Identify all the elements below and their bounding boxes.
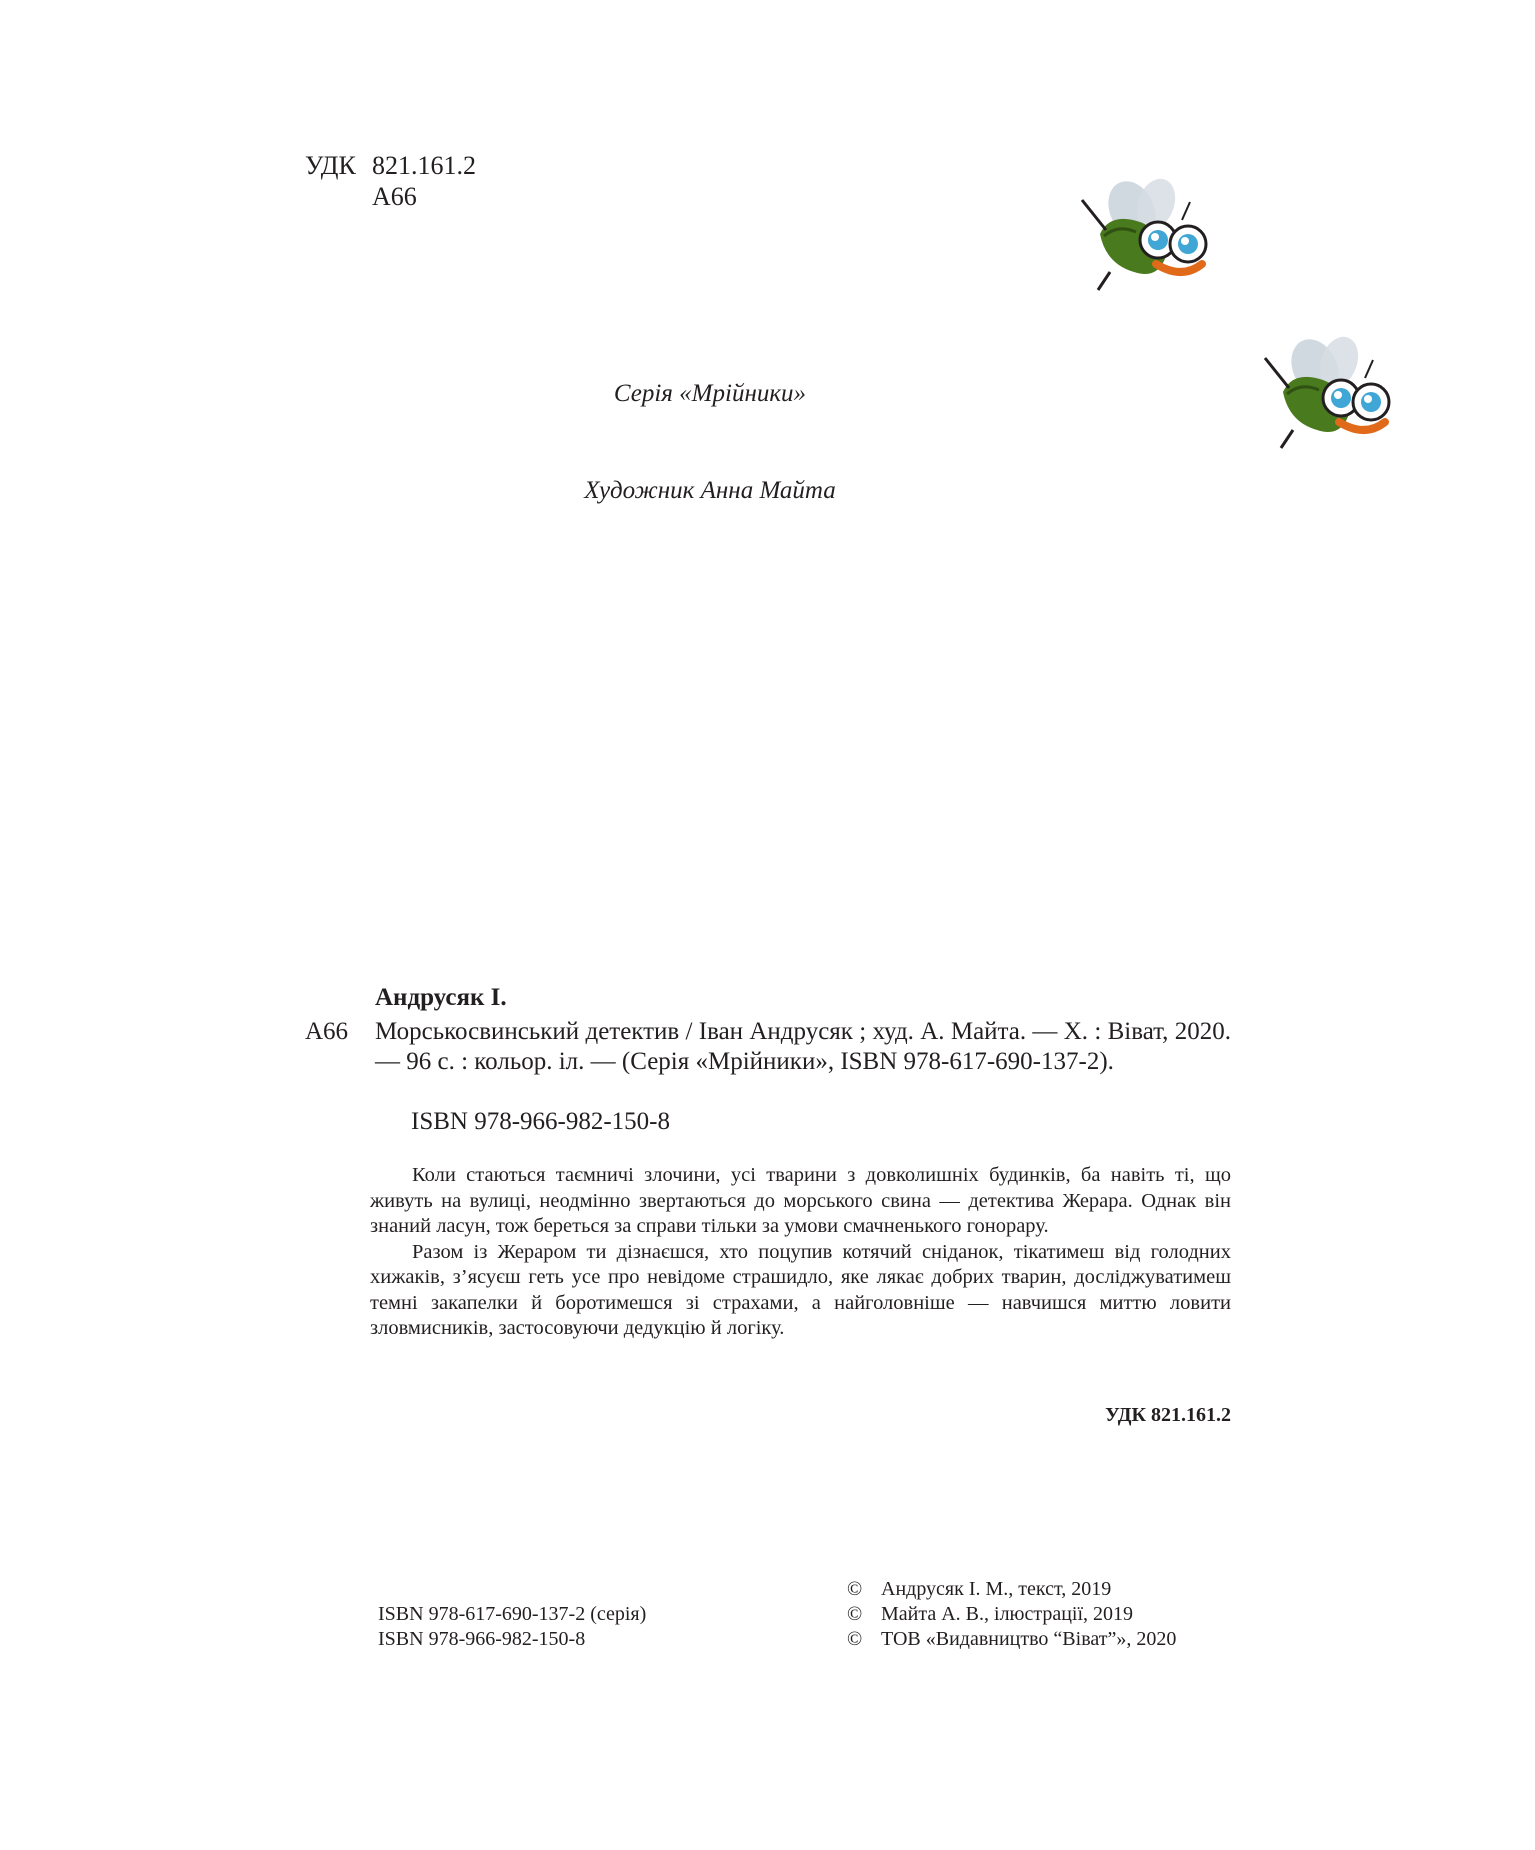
copyright-text: Майта А. В., ілюстрації, 2019 (881, 1603, 1134, 1625)
illustrator-line: Художник Анна Майта (584, 477, 836, 504)
fly-icon (1082, 173, 1206, 290)
author-mark: А66 (372, 182, 417, 211)
isbn-series: ISBN 978-617-690-137-2 (серія) (378, 1603, 647, 1625)
copyright-line (847, 1627, 1176, 1652)
udk-label: УДК (305, 151, 356, 180)
isbn-book: ISBN 978-966-982-150-8 (378, 1628, 586, 1650)
series-line: Серія «Мрійники» (613, 380, 807, 407)
author-heading: Андрусяк І. (375, 984, 507, 1011)
bib-description: Морськосвинський детектив / Іван Андрусяк ; худ. А. Майта. — Х. : Віват, 2020. — 96 с. : кольор. іл. — (Серія «Мрійники», ISBN 978-617-690-137-2). (375, 1018, 1231, 1075)
bib-isbn: ISBN 978-966-982-150-8 (411, 1108, 671, 1135)
annotation-paragraph: Коли стаються таємничі злочини, усі тварини з довколишніх будинків, ба навіть ті, що живуть на вулиці, неодмінно звертаються до морського свина — детектива Жерара. Однак він знаний ласун, тож береться за справи тільки за умови смачненького гонорару. (370, 1164, 1231, 1237)
bib-author-mark: А66 (305, 1018, 349, 1045)
copyright-text: ТОВ «Видавництво “Віват”», 2020 (881, 1628, 1177, 1650)
udk-classification (305, 150, 476, 212)
copyright-text: Андрусяк І. М., текст, 2019 (881, 1578, 1112, 1600)
copyright-line (847, 1577, 1176, 1602)
copyright-icon: © (847, 1603, 863, 1625)
isbn-block (378, 1602, 646, 1652)
udk-code: 821.161.2 (372, 151, 476, 180)
copyright-block (847, 1577, 1176, 1652)
copyright-icon: © (847, 1628, 863, 1650)
copyright-line (847, 1602, 1176, 1627)
copyright-icon: © (847, 1578, 863, 1600)
udk-bottom: УДК 821.161.2 (1105, 1404, 1231, 1426)
annotation (370, 1163, 1231, 1342)
annotation-paragraph: Разом із Жераром ти дізнаєшся, хто поцупив котячий сніданок, тікатимеш від голодних хижаків, з’ясуєш геть усе про невідоме страшидло, яке лякає добрих тварин, досліджуватимеш темні закапелки й боротимешся зі страхами, а найголовніше — навчишся миттю ловити зловмисників, застосовуючи дедукцію й логіку. (370, 1240, 1231, 1339)
fly-illustration-top (1070, 172, 1220, 302)
